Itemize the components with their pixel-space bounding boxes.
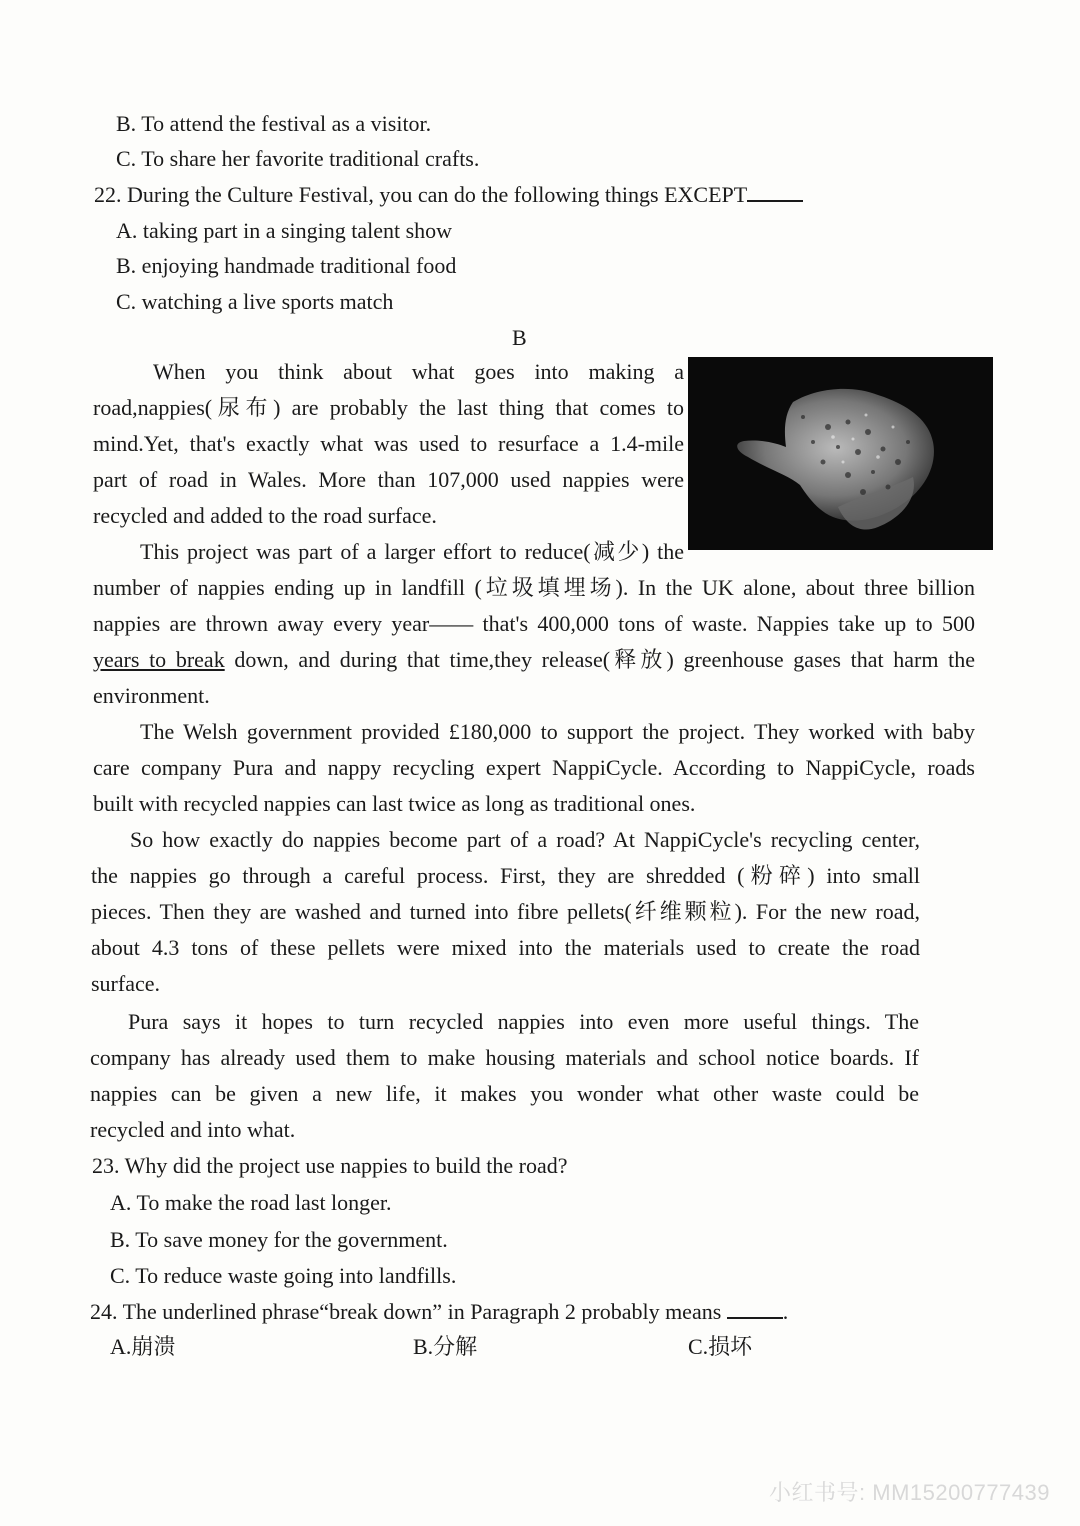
text-line: nappies are thrown away every year—— that's 400,000 tons of waste. Nappies take up to 500 xyxy=(93,611,975,636)
text-line: the nappies go through a careful process. First, they are shredded (粉碎) into small xyxy=(91,863,920,888)
text-line: nappies can be given a new life, it makes you wonder what other waste could be xyxy=(90,1081,919,1106)
q24-option-c: C.损坏 xyxy=(688,1334,753,1359)
q22-option-a: A. taking part in a singing talent show xyxy=(116,218,453,243)
text-line: about 4.3 tons of these pellets were mixed into the materials used to create the road xyxy=(91,935,920,960)
passage-paragraph-1 xyxy=(93,354,684,534)
watermark: 小红书号: MM15200777439 xyxy=(769,1480,1050,1505)
q21-option-b: B. To attend the festival as a visitor. xyxy=(116,111,432,136)
text-line: When you think about what goes into making a xyxy=(153,359,684,384)
answer-blank xyxy=(747,182,803,202)
nappy-road-photo xyxy=(688,357,993,550)
text-line: years to break down, and during that time,they release(释放) greenhouse gases that harm the xyxy=(93,647,975,672)
text-line: environment. xyxy=(93,683,210,708)
q24-option-b: B.分解 xyxy=(413,1334,478,1359)
text-line: recycled and added to the road surface. xyxy=(93,503,437,528)
q24-option-a: A.崩溃 xyxy=(110,1334,176,1359)
text-line: surface. xyxy=(91,971,161,996)
text-line: road,nappies(尿布) are probably the last thing that comes to xyxy=(93,395,684,420)
text-line: mind.Yet, that's exactly what was used to resurface a 1.4-mile xyxy=(93,431,684,456)
q24-stem: 24. The underlined phrase“break down” in Paragraph 2 probably means . xyxy=(90,1299,789,1324)
text-line: recycled and into what. xyxy=(90,1117,296,1142)
passage-paragraph-2-first-line xyxy=(93,534,684,570)
text-line: care company Pura and nappy recycling expert NappiCycle. According to NappiCycle, roads xyxy=(93,755,975,780)
q22-stem: 22. During the Culture Festival, you can do the following things EXCEPT xyxy=(94,181,803,209)
text-line: part of road in Wales. More than 107,000 used nappies were xyxy=(93,467,684,492)
text-line: Pura says it hopes to turn recycled nappies into even more useful things. The xyxy=(128,1009,919,1034)
q23-option-b: B. To save money for the government. xyxy=(110,1227,448,1252)
text-line: number of nappies ending up in landfill (垃圾填埋场). In the UK alone, about three billion xyxy=(93,575,975,600)
q23-option-a: A. To make the road last longer. xyxy=(110,1190,392,1215)
q22-option-c: C. watching a live sports match xyxy=(116,289,394,314)
passage-paragraph-4 xyxy=(91,822,920,1002)
passage-paragraph-5 xyxy=(90,1004,919,1148)
q22-option-b: B. enjoying handmade traditional food xyxy=(116,253,457,278)
text-line: pieces. Then they are washed and turned into fibre pellets(纤维颗粒). For the new road, xyxy=(91,899,920,924)
passage-paragraph-3 xyxy=(93,714,975,822)
q21-option-c: C. To share her favorite traditional crafts. xyxy=(116,146,480,171)
underlined-phrase: years to break xyxy=(93,647,225,672)
passage-paragraph-2 xyxy=(93,570,975,714)
text-line: This project was part of a larger effort to reduce(减少) the xyxy=(140,539,684,564)
section-label: B xyxy=(512,325,527,350)
text-line: The Welsh government provided £180,000 to support the project. They worked with baby xyxy=(140,719,975,744)
q23-stem: 23. Why did the project use nappies to build the road? xyxy=(92,1153,568,1178)
text-line: So how exactly do nappies become part of a road? At NappiCycle's recycling center, xyxy=(130,827,920,852)
text-line: built with recycled nappies can last twice as long as traditional ones. xyxy=(93,791,696,816)
q23-option-c: C. To reduce waste going into landfills. xyxy=(110,1263,457,1288)
answer-blank xyxy=(727,1299,783,1319)
text-line: company has already used them to make housing materials and school notice boards. If xyxy=(90,1045,919,1070)
